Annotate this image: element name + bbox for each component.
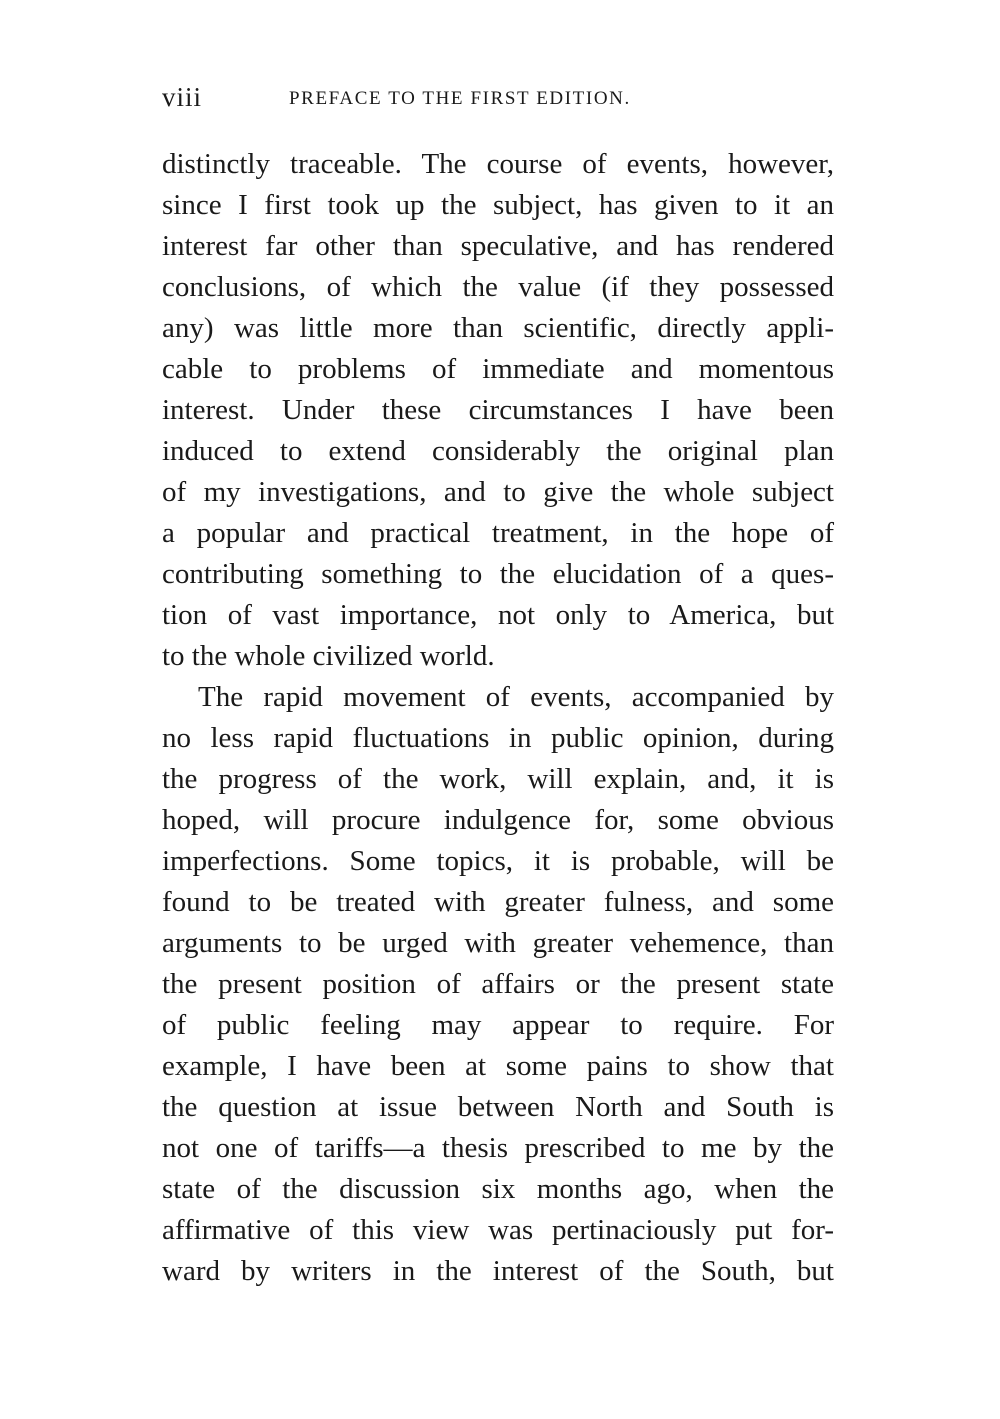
text-line: tion of vast importance, not only to America, but [162, 599, 834, 631]
body-text [162, 144, 834, 1292]
text-line: distinctly traceable. The course of events, however, [162, 148, 834, 180]
text-line: arguments to be urged with greater vehemence, than [162, 927, 834, 959]
text-line: interest. Under these circumstances I have been [162, 394, 834, 426]
text-line: found to be treated with greater fulness, and some [162, 886, 834, 918]
text-line: the question at issue between North and South is [162, 1091, 834, 1123]
text-line: since I first took up the subject, has given to it an [162, 189, 834, 221]
text-line: of my investigations, and to give the whole subject [162, 476, 834, 508]
text-line: a popular and practical treatment, in the hope of [162, 517, 834, 549]
text-line: hoped, will procure indulgence for, some obvious [162, 804, 834, 836]
text-line: example, I have been at some pains to show that [162, 1050, 834, 1082]
text-line: affirmative of this view was pertinaciously put for- [162, 1214, 834, 1246]
page-number: viii [162, 82, 203, 112]
text-line: induced to extend considerably the original plan [162, 435, 834, 467]
running-head-title: PREFACE TO THE FIRST EDITION. [289, 88, 631, 109]
text-line: the present position of affairs or the present state [162, 968, 834, 1000]
text-line: not one of tariffs—a thesis prescribed to me by the [162, 1132, 834, 1164]
text-line: contributing something to the elucidation of a ques- [162, 558, 834, 590]
text-line: the progress of the work, will explain, and, it is [162, 763, 834, 795]
text-line: no less rapid fluctuations in public opinion, during [162, 722, 834, 754]
text-line: any) was little more than scientific, directly appli- [162, 312, 834, 344]
text-line: of public feeling may appear to require. For [162, 1009, 834, 1041]
text-line: interest far other than speculative, and has rendered [162, 230, 834, 262]
text-line: conclusions, of which the value (if they possessed [162, 271, 834, 303]
text-line: ward by writers in the interest of the South, but [162, 1255, 834, 1287]
text-line: state of the discussion six months ago, when the [162, 1173, 834, 1205]
text-line: imperfections. Some topics, it is probable, will be [162, 845, 834, 877]
running-head [162, 82, 862, 122]
paragraph-start-line: The rapid movement of events, accompanied by [198, 681, 834, 713]
text-line: cable to problems of immediate and momentous [162, 353, 834, 385]
paragraph-end-line: to the whole civilized world. [162, 640, 495, 672]
